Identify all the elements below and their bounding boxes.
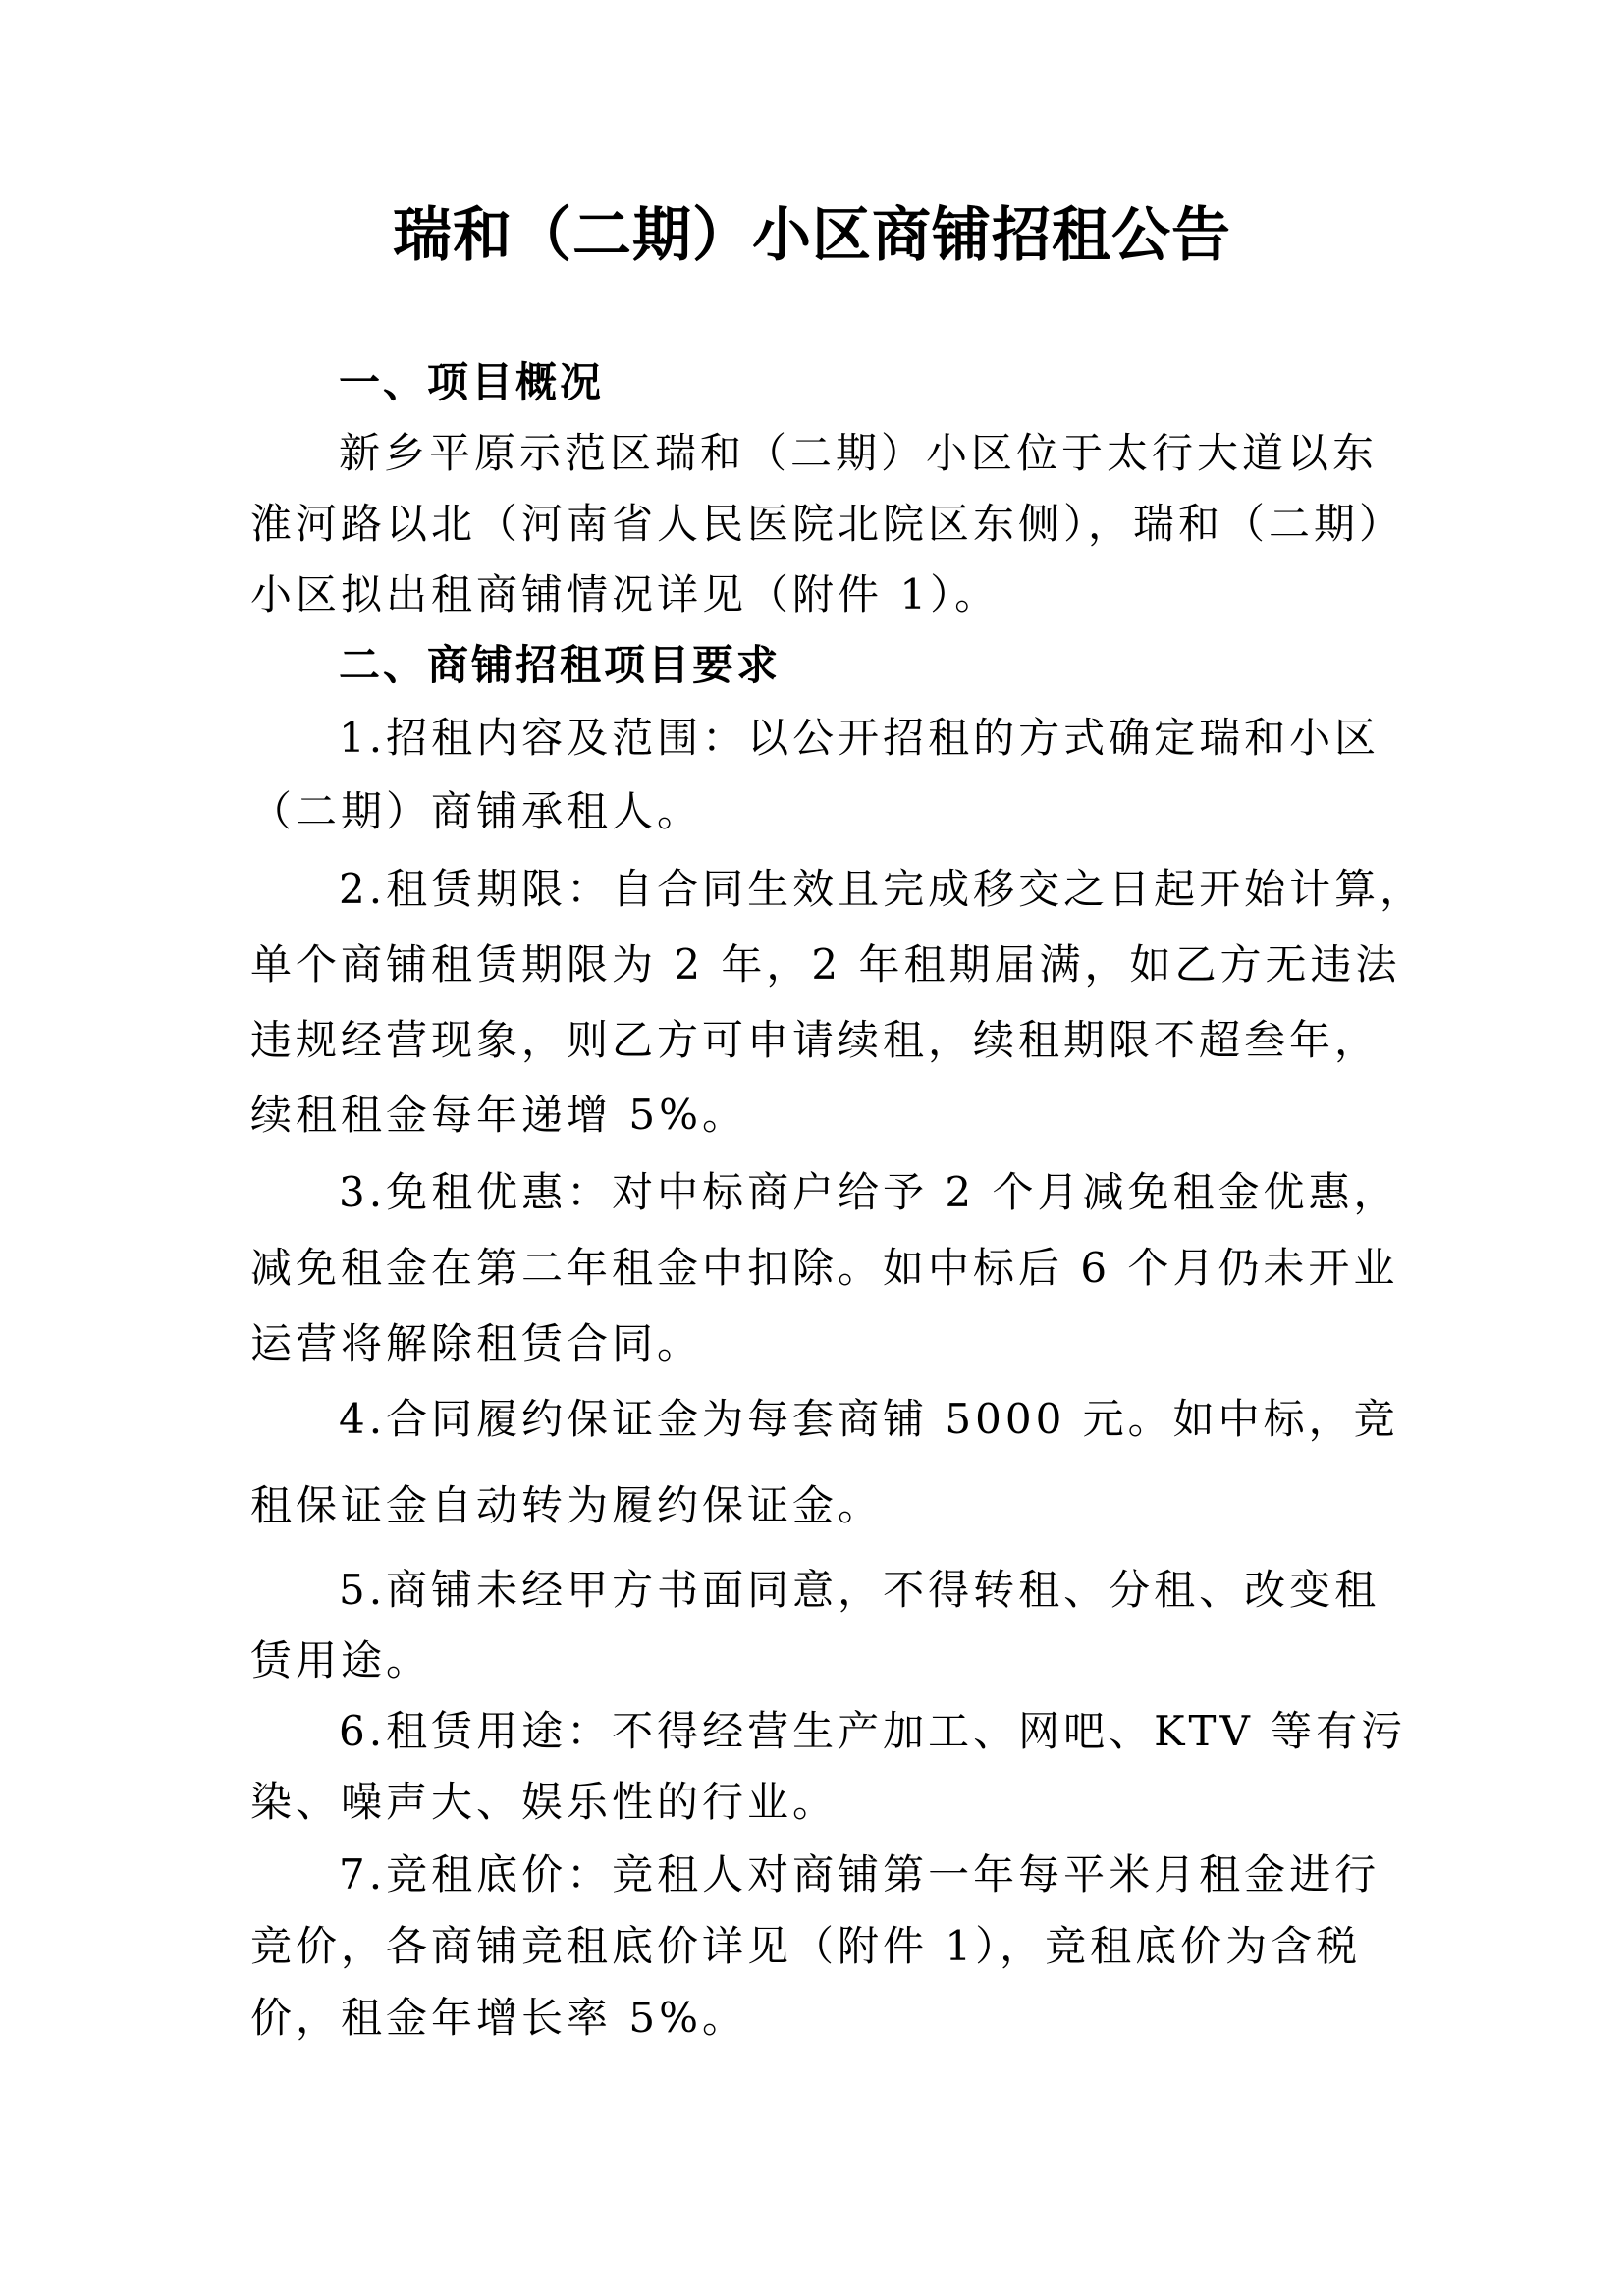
item-7-line: 7.竞租底价：竞租人对商铺第一年每平米月租金进行 xyxy=(339,1850,1380,1898)
item-7-line: 竞价，各商铺竞租底价详见（附件 1），竞租底价为含税 xyxy=(250,1922,1362,1970)
item-3-line: 减免租金在第二年租金中扣除。如中标后 6 个月仍未开业 xyxy=(250,1244,1399,1292)
item-4-line: 4.合同履约保证金为每套商铺 5000 元。如中标，竞 xyxy=(339,1395,1399,1443)
section-heading-overview: 一、项目概况 xyxy=(339,358,605,406)
paragraph-line: 淮河路以北（河南省人民医院北院区东侧），瑞和（二期） xyxy=(250,500,1405,548)
item-7-line: 价，租金年增长率 5%。 xyxy=(250,1994,747,2042)
paragraph-line: 小区拟出租商铺情况详见（附件 1）。 xyxy=(250,570,1001,618)
item-5-line: 赁用途。 xyxy=(250,1636,432,1684)
item-3-line: 3.免租优惠：对中标商户给予 2 个月减免租金优惠， xyxy=(339,1168,1399,1216)
item-2-line: 续租租金每年递增 5%。 xyxy=(250,1091,747,1139)
item-1-line: 1.招租内容及范围：以公开招租的方式确定瑞和小区 xyxy=(339,714,1380,762)
item-2-line: 2.租赁期限：自合同生效且完成移交之日起开始计算， xyxy=(339,865,1426,913)
item-2-line: 单个商铺租赁期限为 2 年，2 年租期届满，如乙方无违法 xyxy=(250,940,1401,988)
section-heading-requirements: 二、商铺招租项目要求 xyxy=(339,641,782,689)
item-6-line: 染、噪声大、娱乐性的行业。 xyxy=(250,1778,839,1826)
item-3-line: 运营将解除租赁合同。 xyxy=(250,1319,703,1367)
item-1-line: （二期）商铺承租人。 xyxy=(250,787,703,835)
item-5-line: 5.商铺未经甲方书面同意，不得转租、分租、改变租 xyxy=(339,1566,1380,1614)
item-4-line: 租保证金自动转为履约保证金。 xyxy=(250,1481,884,1529)
paragraph-line: 新乡平原示范区瑞和（二期）小区位于太行大道以东 xyxy=(339,429,1379,477)
document-title: 瑞和（二期）小区商铺招租公告 xyxy=(393,201,1231,270)
item-2-line: 违规经营现象，则乙方可申请续租，续租期限不超叁年， xyxy=(250,1016,1380,1064)
item-6-line: 6.租赁用途：不得经营生产加工、网吧、KTV 等有污 xyxy=(339,1707,1407,1755)
